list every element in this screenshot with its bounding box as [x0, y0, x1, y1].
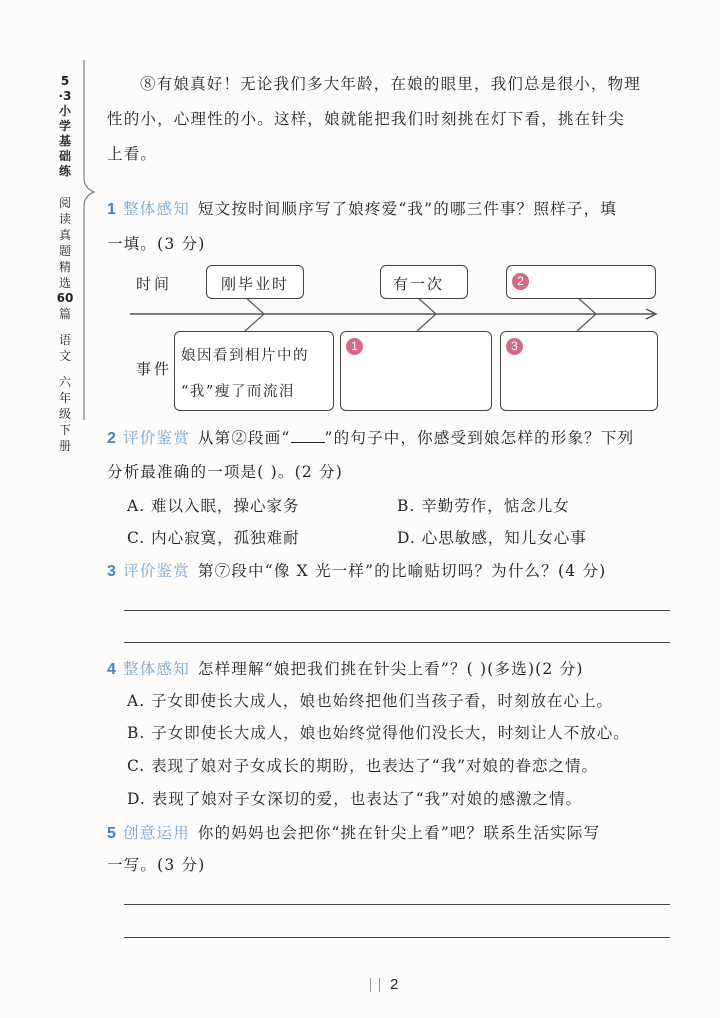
answer-line[interactable] — [124, 610, 670, 611]
question-text: 怎样理解“娘把我们挑在针尖上看”？( )(多选)(2 分) — [197, 660, 584, 678]
option-d[interactable]: D. 心思敏感，知儿女心事 — [397, 529, 587, 547]
option-d[interactable]: D. 表现了娘对子女深切的爱，也表达了“我”对娘的感激之情。 — [127, 790, 583, 808]
question-text: 分析最准确的一项是( )。(2 分) — [107, 463, 344, 481]
event-box-text: “我”瘦了而流泪 — [181, 384, 295, 400]
answer-box-1[interactable] — [340, 331, 492, 411]
page-ornament — [370, 978, 380, 992]
underline-blank — [291, 428, 325, 443]
title-char: 题 — [58, 244, 71, 258]
question-text: 一填。(3 分) — [107, 235, 206, 253]
series-char: 基 — [58, 134, 71, 148]
option-b[interactable]: B. 子女即使长大成人，娘也始终觉得他们没长大，时刻让人不放心。 — [127, 724, 630, 742]
title-char: 阅 — [58, 196, 71, 210]
question-tag: 整体感知 — [123, 200, 190, 218]
question-text: 从第②段画“ — [197, 429, 291, 447]
series-char: 小 — [58, 104, 71, 118]
subject-char: 语 — [58, 333, 71, 347]
title-char: 60 — [56, 291, 74, 305]
question-number: 3 — [107, 563, 118, 580]
answer-line[interactable] — [124, 937, 670, 938]
title-char: 精 — [58, 260, 71, 274]
option-a[interactable]: A. 难以入眠，操心家务 — [127, 497, 300, 515]
grade-char: 册 — [58, 439, 71, 453]
timeline-event-label: 事件 — [136, 360, 173, 378]
event-box-1 — [174, 331, 334, 411]
answer-box-2[interactable] — [506, 265, 656, 299]
subject-char: 文 — [58, 349, 71, 363]
grade-char: 级 — [58, 407, 71, 421]
question-number: 5 — [107, 825, 118, 842]
sidebar-brace — [82, 60, 100, 420]
question-number: 4 — [107, 661, 118, 678]
question-number: 2 — [107, 430, 118, 447]
title-char: 选 — [58, 276, 71, 290]
option-c[interactable]: C. 表现了娘对子女成长的期盼，也表达了“我”对娘的眷恋之情。 — [127, 757, 599, 775]
series-char: 5 — [60, 74, 70, 88]
timeline-time-label: 时间 — [136, 275, 173, 293]
passage-line: 上看。 — [107, 145, 158, 163]
option-b[interactable]: B. 辛勤劳作，惦念儿女 — [397, 497, 570, 515]
time-box-2 — [380, 265, 468, 299]
question-tag: 评价鉴赏 — [123, 429, 190, 447]
grade-char: 六 — [58, 375, 71, 389]
series-char: 础 — [58, 149, 71, 163]
title-char: 真 — [58, 228, 71, 242]
question-5 — [107, 821, 600, 843]
sidebar — [52, 74, 78, 454]
question-text: 短文按时间顺序写了娘疼爱“我”的哪三件事？照样子，填 — [197, 200, 617, 218]
question-1 — [107, 197, 617, 219]
series-char: 练 — [58, 164, 71, 178]
time-box-text: 刚毕业时 — [221, 275, 290, 293]
title-char: 读 — [58, 212, 71, 226]
answer-line[interactable] — [124, 904, 670, 905]
question-4 — [107, 657, 584, 679]
question-2 — [107, 426, 634, 448]
question-text: 你的妈妈也会把你“挑在针尖上看”吧？联系生活实际写 — [197, 824, 601, 842]
answer-line[interactable] — [124, 642, 670, 643]
event-box-text: 娘因看到相片中的 — [181, 348, 309, 364]
passage-line: 性的小，心理性的小。这样，娘就能把我们时刻挑在灯下看，挑在针尖 — [107, 110, 625, 128]
marker-2: 2 — [512, 273, 529, 290]
question-text: 第⑦段中“像 X 光一样”的比喻贴切吗？为什么？(4 分) — [197, 562, 607, 580]
grade-char: 下 — [58, 423, 71, 437]
passage-line: ⑧有娘真好！无论我们多大年龄，在娘的眼里，我们总是很小，物理 — [140, 75, 642, 93]
marker-1: 1 — [346, 338, 363, 355]
question-3 — [107, 559, 606, 581]
marker-3: 3 — [506, 338, 523, 355]
question-text: 一写。(3 分) — [107, 856, 206, 874]
question-number: 1 — [107, 201, 118, 218]
question-text: ”的句子中，你感受到娘怎样的形象？下列 — [324, 429, 635, 447]
time-box-1 — [206, 265, 304, 299]
page-number: 2 — [390, 976, 399, 993]
title-char: 篇 — [58, 307, 71, 321]
question-tag: 创意运用 — [123, 824, 190, 842]
grade-char: 年 — [58, 391, 71, 405]
series-char: ·3 — [58, 89, 72, 103]
time-box-text: 有一次 — [393, 275, 445, 293]
question-tag: 整体感知 — [123, 660, 190, 678]
series-char: 学 — [58, 119, 71, 133]
option-c[interactable]: C. 内心寂寞，孤独难耐 — [127, 529, 300, 547]
answer-box-3[interactable] — [500, 331, 658, 411]
question-tag: 评价鉴赏 — [123, 562, 190, 580]
option-a[interactable]: A. 子女即使长大成人，娘也始终把他们当孩子看，时刻放在心上。 — [127, 692, 614, 710]
